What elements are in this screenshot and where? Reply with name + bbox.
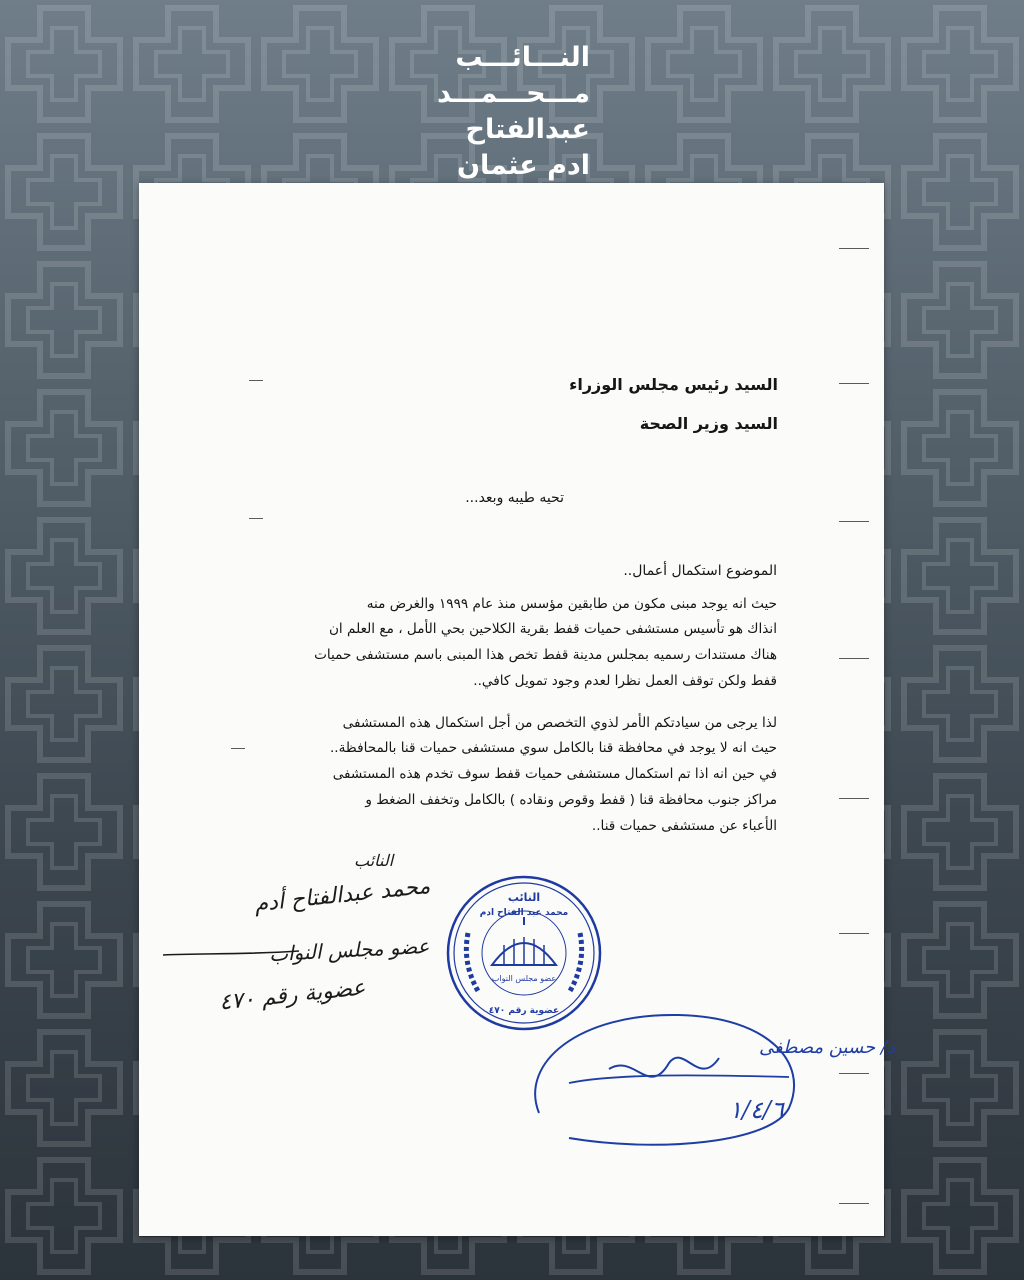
brand-logo-text — [430, 40, 590, 184]
seal-membership: عضوية رقم ٤٧٠ — [488, 1006, 560, 1016]
margin-tick — [839, 1203, 869, 1204]
margin-tick — [839, 1073, 869, 1074]
paragraph-line: حيث انه لا يوجد في محافظة قنا بالكامل سوي مستشفى حميات قنا بالمحافظة.. — [329, 740, 777, 756]
receipt-note: د/ حسين مصطفى — [759, 1037, 895, 1058]
paragraph-line: لذا يرجى من سيادتكم الأمر لذوي التخصص من أجل استكمال هذه المستشفى — [342, 715, 777, 731]
margin-tick — [839, 658, 869, 659]
paragraph-line: حيث انه يوجد مبنى مكون من طابقين مؤسس منذ عام ١٩٩٩ والغرض منه — [366, 596, 777, 612]
ink-signature — [509, 1003, 895, 1153]
margin-tick — [839, 798, 869, 799]
margin-tick — [839, 521, 869, 522]
addressee-line: السيد رئيس مجلس الوزراء — [569, 375, 778, 394]
greeting: تحيه طيبه وبعد... — [465, 490, 564, 506]
paragraph-line: انذاك هو تأسيس مستشفى حميات قفط بقرية الكلاحين بحي الأمل ، مع العلم ان — [328, 621, 777, 637]
subject-line: الموضوع استكمال أعمال.. — [623, 563, 777, 579]
handwritten-title: النائب — [354, 851, 394, 870]
margin-tick — [839, 248, 869, 249]
addressee-line: السيد وزير الصحة — [639, 414, 778, 433]
seal-name: محمد عبد الفتاح ادم — [479, 908, 569, 918]
handwritten-date: ١/٤/٦ — [729, 1096, 784, 1124]
margin-tick — [249, 380, 263, 381]
margin-tick — [231, 748, 245, 749]
paragraph-line: الأعباء عن مستشفى حميات قنا.. — [591, 818, 777, 834]
paragraph-line: في حين انه اذا تم استكمال مستشفى حميات قفط سوف تخدم هذه المستشفى — [332, 766, 777, 782]
margin-tick — [249, 518, 263, 519]
brand-line: عبدالفتاح — [465, 114, 590, 145]
seal-body: عضو مجلس النواب — [491, 974, 557, 983]
handwritten-name: محمد عبدالفتاح أدم — [253, 873, 432, 918]
brand-line: مـــحـــمـــد — [437, 78, 590, 109]
handwritten-position: عضو مجلس النواب — [268, 933, 430, 967]
paragraph-line: هناك مستندات رسميه بمجلس مدينة قفط تخص هذا المبنى باسم مستشفى حميات — [314, 647, 777, 663]
brand-line: النـــائـــب — [455, 42, 590, 73]
paragraph-line: قفط ولكن توقف العمل نظرا لعدم وجود تمويل كافي.. — [473, 673, 777, 689]
margin-tick — [839, 933, 869, 934]
seal-title: النائب — [507, 891, 541, 904]
margin-tick — [839, 383, 869, 384]
handwritten-underline — [161, 943, 301, 963]
letter-page — [139, 183, 895, 1236]
brand-line: ادم عثمان — [456, 150, 590, 181]
handwritten-membership: عضوية رقم ٤٧٠ — [218, 975, 367, 1016]
paragraph-line: مراكز جنوب محافظة قنا ( قفط وقوص ونقاده ) بالكامل وتخفف الضغط و — [365, 792, 777, 808]
